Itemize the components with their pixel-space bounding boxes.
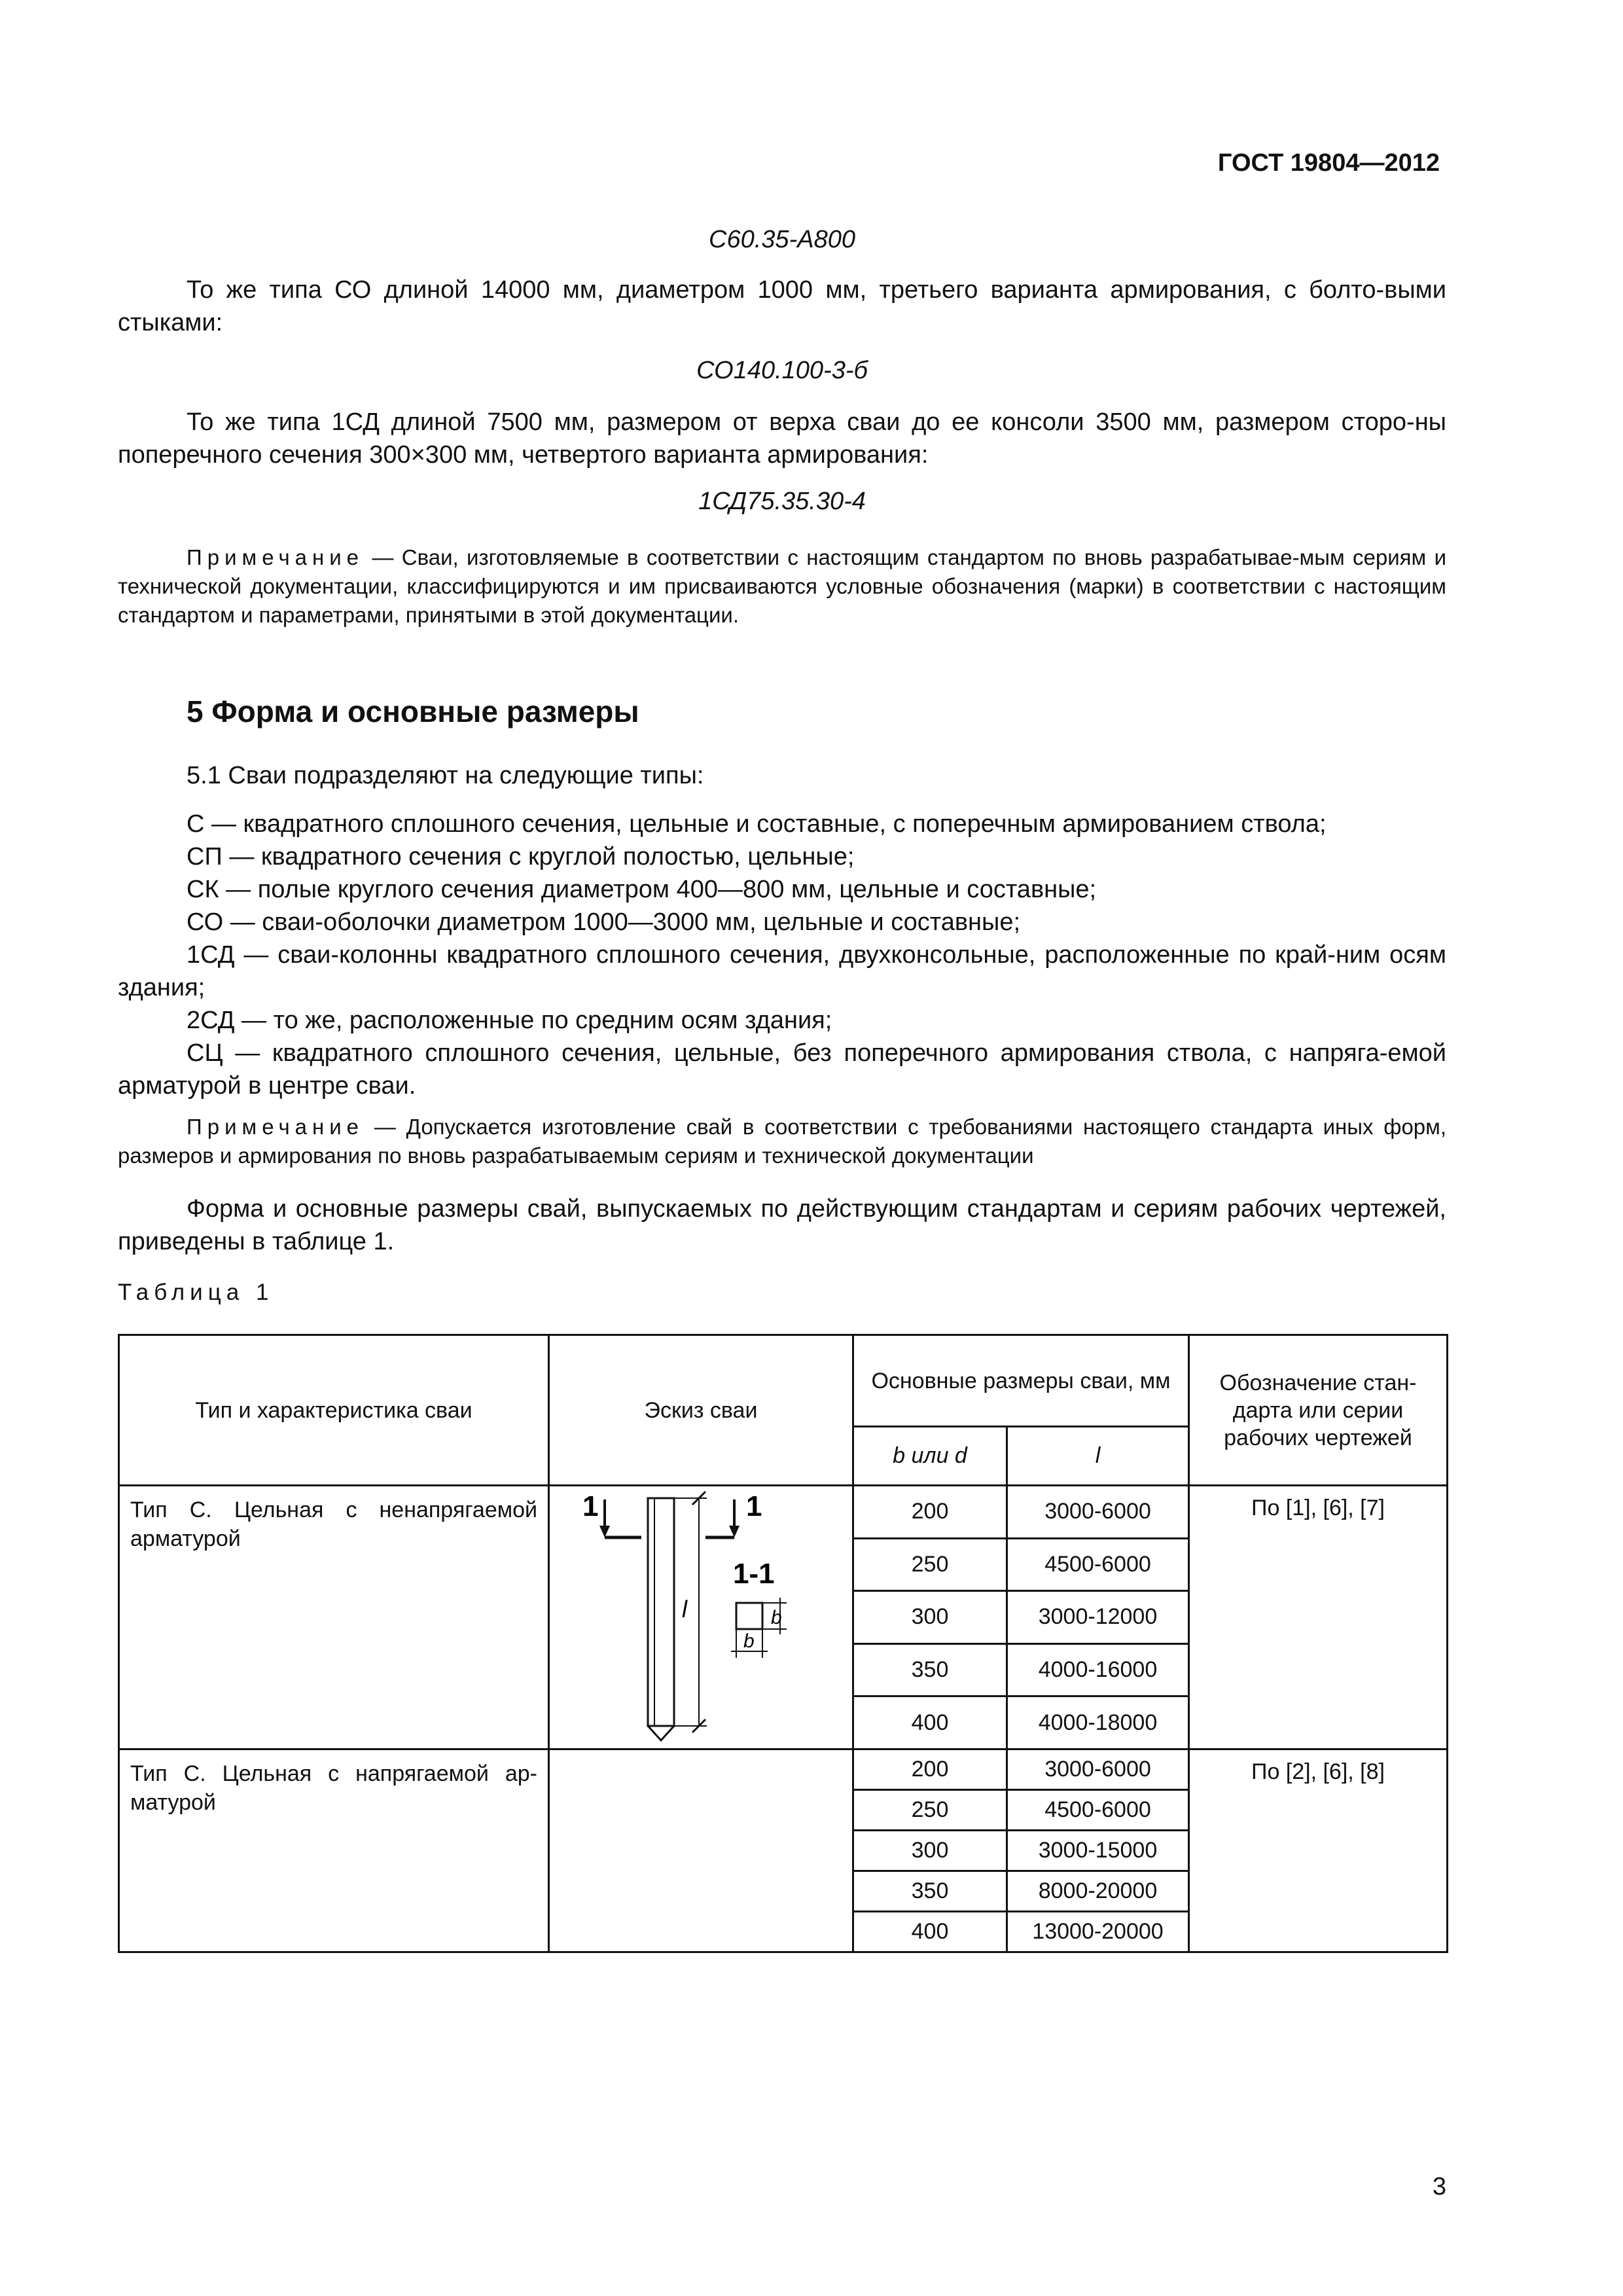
note-label: Примечание [187,545,365,569]
cell-b: 250 [853,1538,1007,1591]
cell-b: 400 [853,1696,1007,1749]
cell-l: 13000-20000 [1007,1912,1189,1952]
type-item-text: СЦ — квадратного сплошного сечения, цельные, без поперечного армирования ствола, с напряга-емой арматурой в центре сваи. [118,1039,1446,1100]
paragraph-text: Форма и основные размеры свай, выпускаемых по действующим стандартам и сериям рабочих чертежей, приведены в таблице 1. [118,1195,1446,1255]
cut-arrowhead-left [599,1526,610,1537]
cell-b: 400 [853,1912,1007,1952]
col-header-standard: Обозначение стан-дарта или серии рабочих чертежей [1189,1335,1448,1486]
cell-l: 4000-16000 [1007,1643,1189,1696]
pile-sketch-cell [549,1486,853,1749]
pile-mark-example-1: С60.35-А800 [709,226,855,253]
table-caption: Таблица 1 [118,1280,274,1305]
cell-b: 350 [853,1871,1007,1912]
pile-type-cell: Тип С. Цельная с ненапрягаемой арматурой [119,1486,549,1749]
dim-label-b-side: b [771,1607,782,1628]
section-square [736,1603,762,1629]
cell-l: 4500-6000 [1007,1790,1189,1831]
pile-mark-example-3: 1СД75.35.30-4 [698,488,866,515]
note-text: — Допускается изготовление свай в соответствии с требованиями настоящего стандарта иных форм, размеров и армирования по вновь разрабатываемым сериям и технической документации [118,1115,1447,1168]
col-header-dimensions: Основные размеры сваи, мм [853,1335,1189,1427]
cell-l: 3000-6000 [1007,1486,1189,1539]
col-header-sketch: Эскиз сваи [549,1335,853,1486]
paragraph-1sd-example [118,406,1446,471]
cell-b: 200 [853,1486,1007,1539]
note-label: Примечание [187,1115,365,1139]
type-list-item [118,1004,1446,1037]
note-text: — Сваи, изготовляемые в соответствии с настоящим стандартом по вновь разрабатывае-мым сериям и технической документации, классифицируются и им присваиваются условные обозначения (марки) в соответствии с настоящим стандартом и параметрами, принятыми в этой документации. [118,545,1447,627]
cut-arrowhead-right [729,1526,740,1537]
cell-l: 8000-20000 [1007,1871,1189,1912]
standard-cell: По [1], [6], [7] [1189,1486,1448,1749]
type-list-item [118,808,1446,840]
type-item-text: СО — сваи-оболочки диаметром 1000—3000 мм, цельные и составные; [187,908,1021,936]
type-item-text: 2СД — то же, расположенные по средним осям здания; [187,1007,832,1034]
paragraph-5-1 [118,759,1446,792]
type-item-text: СК — полые круглого сечения диаметром 400—800 мм, цельные и составные; [187,876,1097,903]
paragraph-text: 5.1 Сваи подразделяют на следующие типы: [187,762,704,789]
col-header-type: Тип и характеристика сваи [119,1335,549,1486]
section-heading: 5 Форма и основные размеры [187,694,639,728]
type-list-item [118,906,1446,939]
table-row [119,1749,1448,1790]
paragraph-table-ref [118,1193,1446,1258]
paragraph-text: То же типа 1СД длиной 7500 мм, размером от верха сваи до ее консоли 3500 мм, размером сторо-ны поперечного сечения 300×300 мм, четвертого варианта армирования: [118,408,1446,469]
paragraph-so-example [118,274,1446,339]
cell-l: 4000-18000 [1007,1696,1189,1749]
note-marks [118,543,1446,630]
note-forms [118,1113,1446,1170]
pile-body [648,1498,674,1726]
paragraph-text: То же типа СО длиной 14000 мм, диаметром 1000 мм, третьего варианта армирования, с болто-выми стыками: [118,276,1446,336]
cell-b: 350 [853,1643,1007,1696]
type-item-text: СП — квадратного сечения с круглой полостью, цельные; [187,843,855,870]
type-list-item [118,873,1446,906]
cut-label-right: 1 [746,1490,762,1522]
pile-sketch-drawing [550,1486,851,1748]
table-header-row [119,1335,1448,1427]
pile-tip [648,1726,674,1740]
pile-sketch-cell-empty [549,1749,853,1952]
type-list-item [118,840,1446,873]
type-item-text: 1СД — сваи-колонны квадратного сплошного сечения, двухконсольные, расположенные по край-ним осям здания; [118,941,1446,1001]
cut-label-left: 1 [582,1490,599,1522]
cell-l: 3000-12000 [1007,1591,1189,1644]
pile-type-cell: Тип С. Цельная с напрягаемой ар-матурой [119,1749,549,1952]
type-item-text: С — квадратного сплошного сечения, цельные и составные, с поперечным армированием ствола; [187,810,1327,838]
table-row [119,1486,1448,1539]
pile-dimensions-table [118,1334,1448,1953]
standard-cell: По [2], [6], [8] [1189,1749,1448,1952]
cell-b: 300 [853,1591,1007,1644]
dim-label-length: l [682,1596,687,1623]
pile-mark-example-2: СО140.100-3-б [696,357,868,384]
cell-l: 3000-6000 [1007,1749,1189,1790]
dim-label-b-bottom: b [743,1630,755,1652]
document-code: ГОСТ 19804—2012 [1217,149,1440,177]
cell-l: 4500-6000 [1007,1538,1189,1591]
section-label: 1-1 [733,1558,775,1590]
cell-l: 3000-15000 [1007,1831,1189,1871]
col-header-l: l [1007,1427,1189,1486]
type-list-item [118,1037,1446,1102]
cell-b: 200 [853,1749,1007,1790]
col-header-b: b или d [853,1427,1007,1486]
type-list-item [118,939,1446,1004]
cell-b: 250 [853,1790,1007,1831]
page-number: 3 [1432,2173,1446,2200]
cell-b: 300 [853,1831,1007,1871]
